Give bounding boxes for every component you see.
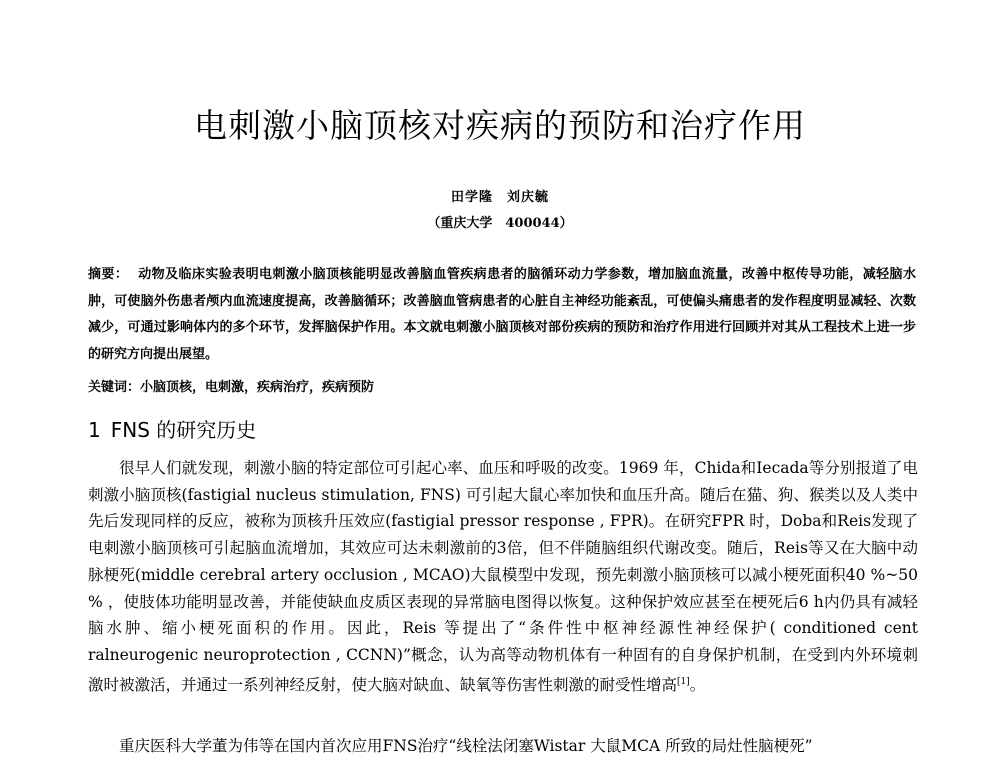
keywords-text: 小脑顶核，电刺激，疾病治疗，疾病预防 — [140, 380, 375, 395]
paragraph-1-text: 很早人们就发现，刺激小脑的特定部位可引起心率、血压和呼吸的改变。1969 年，Chida和Iecada等分别报道了电刺激小脑顶核(fastigial nucleus stimulation, FNS) 可引起大鼠心率加快和血压升高。随后在猫、狗、猴类以及人类中先后发现同样的反应，被称为顶核升压效应(fastigial pressor response , FPR)。在研究FPR 时，Doba和Reis发现了电刺激小脑顶核可引起脑血流增加，其效应可达未刺激前的3倍，但不伴随脑组织代谢改变。随后，Reis等又在大脑中动脉梗死(middle cerebral artery occlusion , MCAO)大鼠模型中发现，预先刺激小脑顶核可以减小梗死面积40 %~50 % ，使肢体功能明显改善，并能使缺血皮质区表现的异常脑电图得以恢复。这种保护效应甚至在梗死后6 h内仍具有减轻脑水肿、缩小梗死面积的作用。因此，Reis 等提出了“条件性中枢神经源性神经保护( conditioned cent ralneurogenic neuroprotection , CCNN)”概念，认为高等动物机体有一种固有的自身保护机制，在受到内外环境刺激时被激活，并通过一系列神经反射，使大脑对缺血、缺氧等伤害性刺激的耐受性增高 — [88, 459, 918, 694]
abstract-label: 摘要： — [88, 267, 129, 282]
abstract — [88, 262, 916, 368]
section-number: 1 — [88, 418, 101, 442]
section-title: FNS 的研究历史 — [110, 418, 257, 442]
body-paragraph-2 — [88, 733, 918, 760]
paragraph-1-end: 。 — [689, 675, 706, 694]
citation-ref[interactable]: [1] — [677, 676, 690, 687]
body-paragraph-1 — [88, 455, 918, 698]
keywords — [88, 376, 916, 395]
author-names: 田学隆 刘庆毓 — [450, 190, 549, 205]
keywords-label: 关键词： — [88, 380, 141, 395]
section-heading — [88, 414, 256, 443]
abstract-text: 动物及临床实验表明电刺激小脑顶核能明显改善脑血管疾病患者的脑循环动力学参数，增加脑血流量，改善中枢传导功能，减轻脑水肿，可使脑外伤患者颅内血流速度提高，改善脑循环；改善脑血管病患者的心脏自主神经功能紊乱，可使偏头痛患者的发作程度明显减轻、次数减少，可通过影响体内的多个环节，发挥脑保护作用。本文就电刺激小脑顶核对部份疾病的预防和治疗作用进行回顾并对其从工程技术上进一步的研究方向提出展望。 — [88, 267, 916, 362]
paragraph-2-text: 重庆医科大学董为伟等在国内首次应用FNS治疗“线栓法闭塞Wistar 大鼠MCA 所致的局灶性脑梗死” — [119, 737, 813, 755]
affiliation: （重庆大学 400044） — [427, 216, 573, 231]
paper-title: 电刺激小脑顶核对疾病的预防和治疗作用 — [194, 106, 806, 145]
